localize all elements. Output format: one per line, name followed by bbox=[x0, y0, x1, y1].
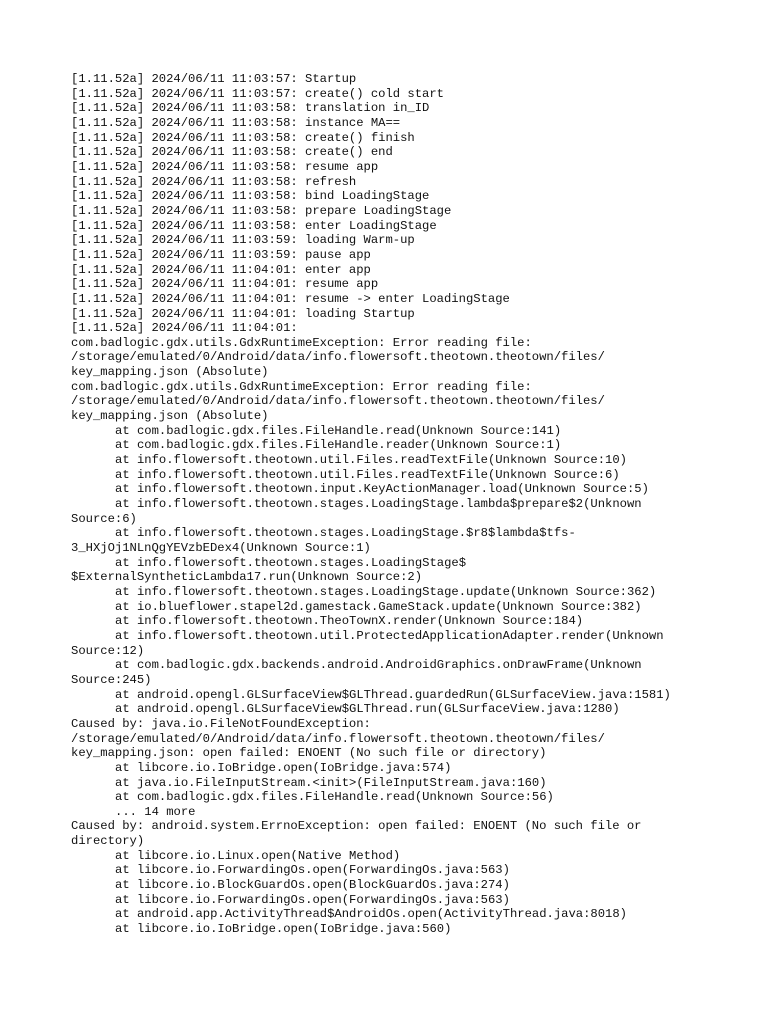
stack-line: at info.flowersoft.theotown.TheoTownX.render(Unknown Source:184) bbox=[115, 614, 584, 629]
stack-line: at info.flowersoft.theotown.input.KeyActionManager.load(Unknown Source:5) bbox=[115, 482, 649, 497]
stack-line: at libcore.io.ForwardingOs.open(ForwardingOs.java:563) bbox=[115, 863, 510, 878]
stack-line: at libcore.io.IoBridge.open(IoBridge.java:560) bbox=[115, 922, 452, 937]
caused-by-line: Caused by: android.system.ErrnoException: open failed: ENOENT (No such file or bbox=[71, 819, 642, 834]
stack-line-continuation: Source:6) bbox=[71, 511, 137, 526]
exception-line: com.badlogic.gdx.utils.GdxRuntimeException: Error reading file: bbox=[71, 335, 532, 350]
caused-by-line: directory) bbox=[71, 834, 145, 849]
stack-line: at com.badlogic.gdx.files.FileHandle.read(Unknown Source:56) bbox=[115, 790, 554, 805]
stack-line: at info.flowersoft.theotown.stages.LoadingStage.$r8$lambda$tfs- bbox=[115, 526, 576, 541]
stack-line: at libcore.io.BlockGuardOs.open(BlockGuardOs.java:274) bbox=[115, 878, 510, 893]
stack-line: at com.badlogic.gdx.files.FileHandle.reader(Unknown Source:1) bbox=[115, 438, 562, 453]
log-line: [1.11.52a] 2024/06/11 11:03:58: refresh bbox=[71, 174, 357, 189]
stack-line: at com.badlogic.gdx.backends.android.AndroidGraphics.onDrawFrame(Unknown bbox=[115, 658, 642, 673]
log-line: [1.11.52a] 2024/06/11 11:04:01: loading Startup bbox=[71, 306, 415, 321]
log-line: [1.11.52a] 2024/06/11 11:03:58: enter LoadingStage bbox=[71, 218, 437, 233]
exception-line: key_mapping.json (Absolute) bbox=[71, 409, 269, 424]
log-header-lines bbox=[71, 72, 741, 424]
log-line: [1.11.52a] 2024/06/11 11:04:01: bbox=[71, 321, 298, 336]
log-line: [1.11.52a] 2024/06/11 11:03:58: create() finish bbox=[71, 130, 415, 145]
stack-line: at info.flowersoft.theotown.util.ProtectedApplicationAdapter.render(Unknown bbox=[115, 628, 664, 643]
stack-line: at info.flowersoft.theotown.stages.LoadingStage.update(Unknown Source:362) bbox=[115, 584, 657, 599]
stack-line: at android.opengl.GLSurfaceView$GLThread.run(GLSurfaceView.java:1280) bbox=[115, 702, 620, 717]
caused-by-line: key_mapping.json: open failed: ENOENT (No such file or directory) bbox=[71, 746, 547, 761]
caused-by-line: Caused by: java.io.FileNotFoundException: bbox=[71, 716, 371, 731]
stack-line: ... 14 more bbox=[115, 804, 196, 819]
stack-line: at android.app.ActivityThread$AndroidOs.open(ActivityThread.java:8018) bbox=[115, 907, 627, 922]
exception-line: /storage/emulated/0/Android/data/info.flowersoft.theotown.theotown/files/ bbox=[71, 350, 605, 365]
stack-line: at info.flowersoft.theotown.stages.LoadingStage$ bbox=[115, 555, 467, 570]
stack-line: at libcore.io.ForwardingOs.open(ForwardingOs.java:563) bbox=[115, 892, 510, 907]
log-document bbox=[71, 72, 741, 937]
log-line: [1.11.52a] 2024/06/11 11:03:57: create() cold start bbox=[71, 86, 444, 101]
log-line: [1.11.52a] 2024/06/11 11:03:58: resume app bbox=[71, 159, 379, 174]
log-line: [1.11.52a] 2024/06/11 11:03:57: Startup bbox=[71, 72, 357, 86]
log-line: [1.11.52a] 2024/06/11 11:03:59: pause app bbox=[71, 247, 371, 262]
stack-line: at android.opengl.GLSurfaceView$GLThread.guardedRun(GLSurfaceView.java:1581) bbox=[115, 687, 671, 702]
exception-line: com.badlogic.gdx.utils.GdxRuntimeException: Error reading file: bbox=[71, 379, 532, 394]
stack-line: at info.flowersoft.theotown.util.Files.readTextFile(Unknown Source:10) bbox=[115, 453, 627, 468]
stack-line: at libcore.io.IoBridge.open(IoBridge.java:574) bbox=[115, 760, 452, 775]
exception-line: /storage/emulated/0/Android/data/info.flowersoft.theotown.theotown/files/ bbox=[71, 394, 605, 409]
log-line: [1.11.52a] 2024/06/11 11:04:01: resume -> enter LoadingStage bbox=[71, 291, 510, 306]
stack-line: at java.io.FileInputStream.<init>(FileInputStream.java:160) bbox=[115, 775, 547, 790]
stack-line-continuation: Source:245) bbox=[71, 672, 152, 687]
stack-line: at info.flowersoft.theotown.stages.LoadingStage.lambda$prepare$2(Unknown bbox=[115, 497, 642, 512]
stack-line-continuation: 3_HXjOj1NLnQgYEVzbEDex4(Unknown Source:1) bbox=[71, 541, 371, 555]
stack-line: at io.blueflower.stapel2d.gamestack.GameStack.update(Unknown Source:382) bbox=[115, 599, 642, 614]
caused-by-line: /storage/emulated/0/Android/data/info.flowersoft.theotown.theotown/files/ bbox=[71, 731, 605, 746]
exception-line: key_mapping.json (Absolute) bbox=[71, 365, 269, 380]
log-line: [1.11.52a] 2024/06/11 11:04:01: enter app bbox=[71, 262, 371, 277]
log-line: [1.11.52a] 2024/06/11 11:03:59: loading Warm-up bbox=[71, 233, 415, 248]
stack-line: at info.flowersoft.theotown.util.Files.readTextFile(Unknown Source:6) bbox=[115, 467, 620, 482]
stack-line: at com.badlogic.gdx.files.FileHandle.read(Unknown Source:141) bbox=[115, 423, 562, 438]
log-line: [1.11.52a] 2024/06/11 11:03:58: prepare LoadingStage bbox=[71, 203, 452, 218]
log-line: [1.11.52a] 2024/06/11 11:03:58: bind LoadingStage bbox=[71, 189, 430, 204]
stack-line-continuation: $ExternalSyntheticLambda17.run(Unknown Source:2) bbox=[71, 570, 423, 585]
stack-line-continuation: Source:12) bbox=[71, 643, 145, 658]
log-line: [1.11.52a] 2024/06/11 11:04:01: resume app bbox=[71, 277, 379, 292]
log-line: [1.11.52a] 2024/06/11 11:03:58: instance MA== bbox=[71, 115, 401, 130]
stack-trace bbox=[71, 424, 741, 937]
log-line: [1.11.52a] 2024/06/11 11:03:58: create() end bbox=[71, 145, 393, 160]
log-line: [1.11.52a] 2024/06/11 11:03:58: translation in_ID bbox=[71, 101, 430, 116]
stack-line: at libcore.io.Linux.open(Native Method) bbox=[115, 848, 401, 863]
